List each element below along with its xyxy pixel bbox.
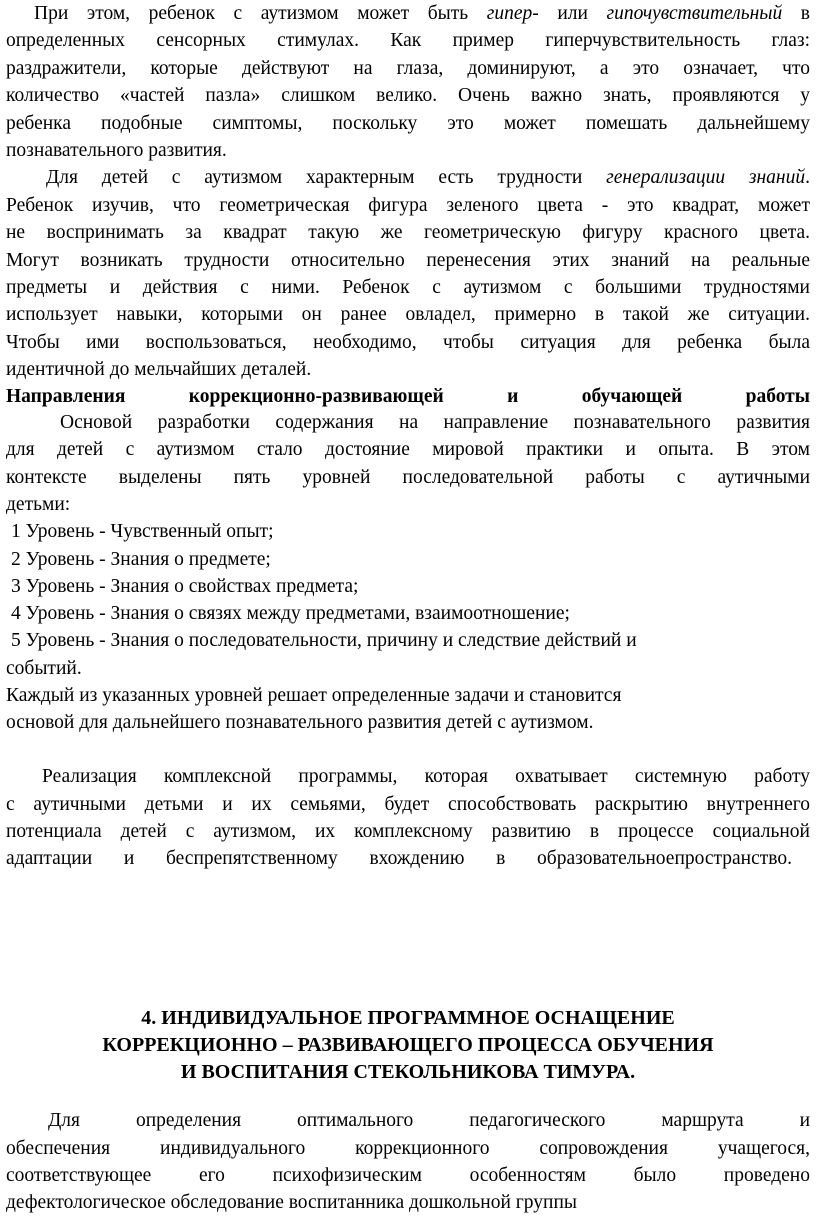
paragraph-6-line-2: обеспечения индивидуального коррекционного сопровождения учащегося, (6, 1138, 810, 1159)
paragraph-1-line-1 (6, 0, 810, 27)
paragraph-1-line-4: количество «частей пазла» слишком велико. Очень важно знать, проявляются у (6, 85, 810, 106)
text-run: - или (532, 3, 607, 24)
paragraph-2-line-8: идентичной до мельчайших деталей. (6, 359, 312, 380)
paragraph-2-line-5: предметы и действия с ними. Ребенок с аутизмом с большими трудностями (6, 277, 810, 298)
level-item-4: 4 Уровень - Знания о связях между предметами, взаимоотношение; (11, 603, 570, 624)
chapter-heading-line-2: КОРРЕКЦИОННО – РАЗВИВАЮЩЕГО ПРОЦЕССА ОБУЧЕНИЯ (102, 1034, 714, 1056)
text-run: в (782, 3, 810, 24)
level-item-1: 1 Уровень - Чувственный опыт; (11, 521, 274, 542)
paragraph-3-line-2: для детей с аутизмом стало достояние мировой практики и опыта. В этом (6, 439, 810, 460)
paragraph-6-line-1: Для определения оптимального педагогического маршрута и (48, 1110, 810, 1131)
chapter-heading-line-1: 4. ИНДИВИДУАЛЬНОЕ ПРОГРАММНОЕ ОСНАЩЕНИЕ (141, 1007, 675, 1029)
paragraph-2-line-3: не воспринимать за квадрат такую же геометрическую фигуру красного цвета. (6, 222, 810, 243)
paragraph-5-line-1: Реализация комплексной программы, которая охватывает системную работу (42, 766, 810, 787)
paragraph-1-line-2: определенных сенсорных стимулах. Как пример гиперчувствительность глаз: (6, 30, 810, 51)
section-title: Направления коррекционно-развивающей и обучающей работы (6, 386, 810, 407)
paragraph-6-line-4: дефектологическое обследование воспитанника дошкольной группы (6, 1192, 577, 1213)
paragraph-2-line-6: использует навыки, которыми он ранее овладел, примерно в такой же ситуации. (6, 304, 810, 325)
text-run: При этом, ребенок с аутизмом может быть (34, 3, 487, 24)
paragraph-1-line-3: раздражители, которые действуют на глаза, доминируют, а это означает, что (6, 58, 810, 79)
paragraph-2-line-7: Чтобы ими воспользоваться, необходимо, чтобы ситуация для ребенка была (6, 332, 810, 353)
paragraph-2-line-2: Ребенок изучив, что геометрическая фигура зеленого цвета - это квадрат, может (6, 195, 810, 216)
italic-term-generalization: генерализации знаний (606, 167, 806, 188)
paragraph-4-line-1: Каждый из указанных уровней решает определенные задачи и становится (6, 685, 622, 706)
paragraph-4-line-2: основой для дальнейшего познавательного развития детей с аутизмом. (6, 712, 594, 733)
paragraph-1-line-5: ребенка подобные симптомы, поскольку это может помешать дальнейшему (6, 113, 810, 134)
paragraph-5-line-2: с аутичными детьми и их семьями, будет способствовать раскрытию внутреннего (6, 794, 810, 815)
paragraph-5-line-3: потенциала детей с аутизмом, их комплексному развитию в процессе социальной (6, 821, 810, 842)
paragraph-6-line-3: соответствующее его психофизическим особенностям было проведено (6, 1165, 810, 1186)
paragraph-2-line-1 (6, 164, 810, 191)
paragraph-3-line-3: контексте выделены пять уровней последовательной работы с аутичными (6, 467, 810, 488)
level-item-3: 3 Уровень - Знания о свойствах предмета; (11, 576, 359, 597)
italic-term-hypo: гипочувствительный (606, 3, 783, 24)
text-run: Для детей с аутизмом характерным есть трудности (46, 167, 607, 188)
level-item-2: 2 Уровень - Знания о предмете; (11, 549, 271, 570)
paragraph-2-line-4: Могут возникать трудности относительно перенесения этих знаний на реальные (6, 250, 810, 271)
paragraph-5-line-4: адаптации и беспрепятственному вхождению в образовательноепространство. (6, 848, 792, 869)
level-item-5-continuation: событий. (6, 658, 82, 679)
paragraph-1-line-6: познавательного развития. (6, 140, 227, 161)
italic-term-hyper: гипер (486, 3, 533, 24)
text-run: . (805, 167, 810, 188)
level-item-5: 5 Уровень - Знания о последовательности, причину и следствие действий и (11, 630, 637, 651)
paragraph-3-line-1: Основой разработки содержания на направление познавательного развития (60, 412, 810, 433)
chapter-heading-line-3: И ВОСПИТАНИЯ СТЕКОЛЬНИКОВА ТИМУРА. (180, 1061, 636, 1083)
paragraph-3-line-4: детьми: (6, 494, 71, 515)
